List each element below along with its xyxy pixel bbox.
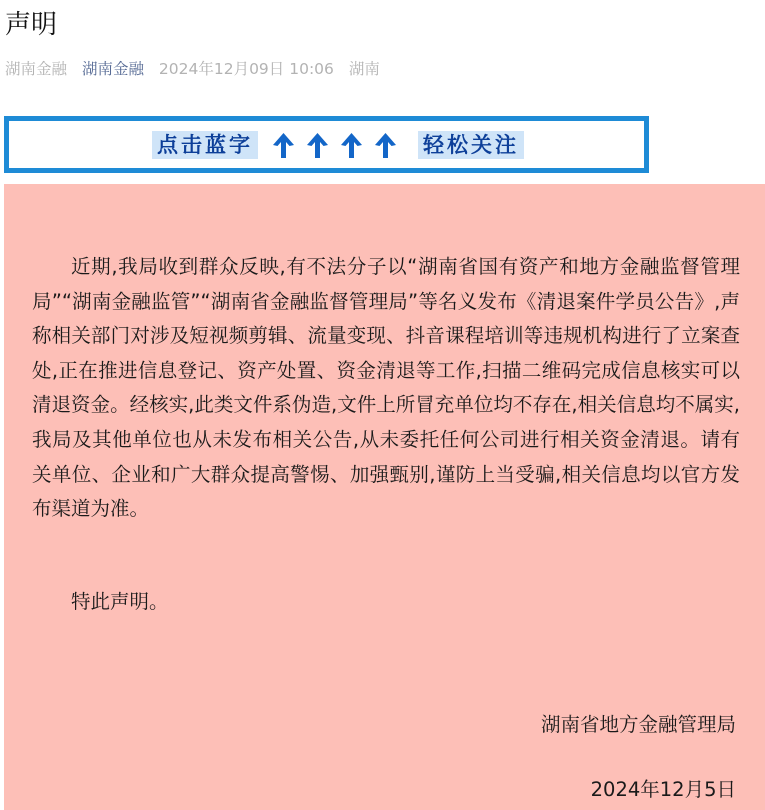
follow-banner[interactable]: [4, 116, 649, 173]
follow-banner-left-text: 点击蓝字: [152, 131, 258, 159]
article-title: 声明: [5, 10, 58, 40]
article-meta: [5, 58, 390, 80]
up-arrow-icon: [372, 130, 399, 160]
follow-banner-content: [152, 130, 524, 160]
author-name: 湖南金融: [5, 60, 68, 78]
up-arrow-icon: [270, 130, 297, 160]
arrow-group: [270, 130, 406, 160]
publish-datetime: 2024年12月09日 10:06: [158, 60, 334, 78]
notice-date: 2024年12月5日: [590, 778, 736, 801]
account-name-link[interactable]: 湖南金融: [81, 60, 144, 78]
follow-banner-right-text: 轻松关注: [418, 131, 524, 159]
up-arrow-icon: [338, 130, 365, 160]
notice-closing: 特此声明。: [71, 590, 169, 613]
notice-body: 近期,我局收到群众反映,有不法分子以“湖南省国有资产和地方金融监督管理局”“湖南金融监管”“湖南省金融监督管理局”等名义发布《清退案件学员公告》,声称相关部门对涉及短视频剪辑、流量变现、抖音课程培训等违规机构进行了立案查处,正在推进信息登记、资产处置、资金清退等工作,扫描二维码完成信息核实可以清退资金。经核实,此类文件系伪造,文件上所冒充单位均不存在,相关信息均不属实,我局及其他单位也从未发布相关公告,从未委托任何公司进行相关资金清退。请有关单位、企业和广大群众提高警惕、加强甄别,谨防上当受骗,相关信息均以官方发布渠道为准。: [32, 255, 740, 521]
notice-panel: [4, 184, 765, 810]
up-arrow-icon: [304, 130, 331, 160]
notice-signature: 湖南省地方金融管理局: [540, 713, 736, 736]
publish-location: 湖南: [348, 60, 380, 78]
